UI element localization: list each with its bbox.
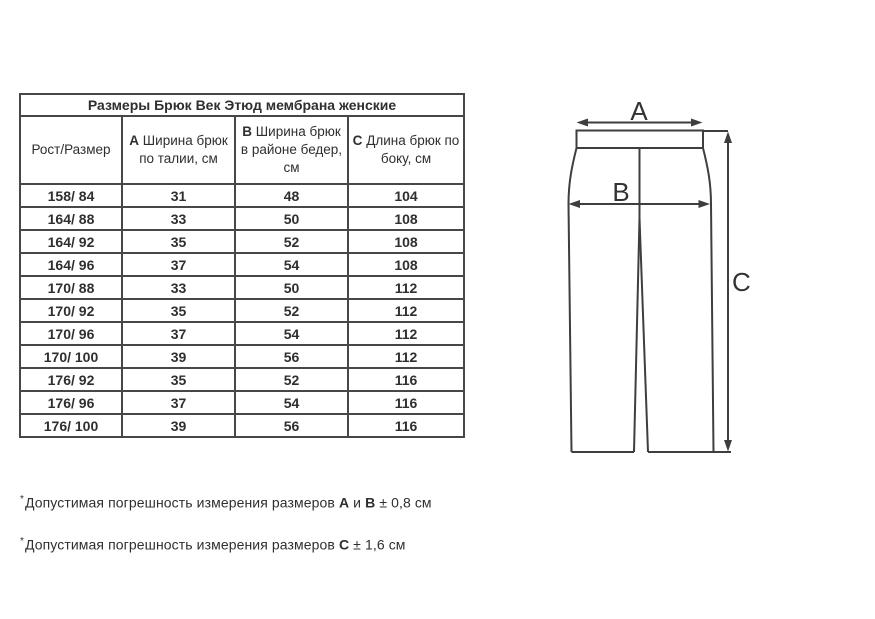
size-cell: 164/ 92 bbox=[20, 230, 122, 253]
waist-cell: 37 bbox=[122, 322, 235, 345]
column-letter-a: А bbox=[129, 133, 140, 149]
hip-cell: 56 bbox=[235, 345, 348, 368]
table-title: Размеры Брюк Век Этюд мембрана женские bbox=[20, 94, 464, 116]
footnote-letter-a: А bbox=[338, 494, 350, 511]
size-cell: 170/ 92 bbox=[20, 299, 122, 322]
hip-cell: 48 bbox=[235, 184, 348, 207]
length-cell: 112 bbox=[348, 322, 464, 345]
arrowhead-left-icon bbox=[569, 200, 581, 208]
hip-cell: 52 bbox=[235, 368, 348, 391]
footnote-text: Допустимая погрешность измерения размеров bbox=[25, 536, 335, 553]
column-text-a: Ширина брюк по талии, см bbox=[139, 133, 228, 166]
footnote-text: Допустимая погрешность измерения размеров bbox=[25, 494, 335, 511]
size-cell: 170/ 88 bbox=[20, 276, 122, 299]
size-cell: 176/ 100 bbox=[20, 414, 122, 437]
arrowhead-right-icon bbox=[691, 119, 703, 127]
hip-cell: 52 bbox=[235, 299, 348, 322]
length-cell: 104 bbox=[348, 184, 464, 207]
hip-cell: 56 bbox=[235, 414, 348, 437]
size-cell: 158/ 84 bbox=[20, 184, 122, 207]
pants-inner-left-leg bbox=[634, 218, 640, 452]
size-cell: 176/ 92 bbox=[20, 368, 122, 391]
waist-cell: 35 bbox=[122, 368, 235, 391]
hip-cell: 52 bbox=[235, 230, 348, 253]
length-cell: 116 bbox=[348, 391, 464, 414]
dimension-label-c: C bbox=[732, 267, 751, 297]
hip-cell: 54 bbox=[235, 391, 348, 414]
length-cell: 116 bbox=[348, 368, 464, 391]
length-cell: 112 bbox=[348, 276, 464, 299]
footnote-tolerance-value: ± 0,8 см bbox=[379, 494, 432, 511]
column-header-size: Рост/Размер bbox=[20, 116, 122, 184]
column-letter-b: В bbox=[242, 124, 253, 140]
length-cell: 116 bbox=[348, 414, 464, 437]
size-cell: 176/ 96 bbox=[20, 391, 122, 414]
size-cell: 170/ 96 bbox=[20, 322, 122, 345]
arrowhead-left-icon bbox=[577, 119, 589, 127]
hip-cell: 54 bbox=[235, 253, 348, 276]
pants-right-outline bbox=[703, 148, 714, 452]
length-cell: 112 bbox=[348, 299, 464, 322]
length-cell: 108 bbox=[348, 230, 464, 253]
size-cell: 164/ 88 bbox=[20, 207, 122, 230]
hip-cell: 50 bbox=[235, 207, 348, 230]
dimension-label-b: B bbox=[612, 177, 630, 207]
waist-cell: 35 bbox=[122, 230, 235, 253]
footnote-conjunction: и bbox=[353, 494, 362, 511]
waist-cell: 33 bbox=[122, 276, 235, 299]
arrowhead-down-icon bbox=[724, 440, 732, 452]
waist-cell: 31 bbox=[122, 184, 235, 207]
footnote-letter-b: В bbox=[365, 494, 376, 511]
waist-cell: 39 bbox=[122, 345, 235, 368]
size-cell: 164/ 96 bbox=[20, 253, 122, 276]
waist-cell: 37 bbox=[122, 253, 235, 276]
waist-cell: 33 bbox=[122, 207, 235, 230]
footnote-letter-c: С bbox=[338, 536, 350, 553]
column-text-b: Ширина брюк в районе бедер, см bbox=[240, 124, 343, 175]
size-cell: 170/ 100 bbox=[20, 345, 122, 368]
pants-left-outline bbox=[569, 148, 577, 452]
waist-cell: 37 bbox=[122, 391, 235, 414]
waist-cell: 35 bbox=[122, 299, 235, 322]
footnote-asterisk: * bbox=[20, 494, 24, 505]
footnote-asterisk: * bbox=[20, 536, 24, 547]
dimension-label-a: A bbox=[630, 96, 648, 126]
pants-inner-right-leg bbox=[640, 218, 649, 452]
length-cell: 108 bbox=[348, 253, 464, 276]
column-letter-c: С bbox=[352, 133, 363, 149]
hip-cell: 50 bbox=[235, 276, 348, 299]
hip-cell: 54 bbox=[235, 322, 348, 345]
column-text-c: Длина брюк по боку, см bbox=[366, 133, 460, 166]
arrowhead-right-icon bbox=[699, 200, 711, 208]
pants-waistband bbox=[577, 131, 704, 149]
length-cell: 112 bbox=[348, 345, 464, 368]
length-cell: 108 bbox=[348, 207, 464, 230]
footnote-tolerance-value: ± 1,6 см bbox=[353, 536, 406, 553]
waist-cell: 39 bbox=[122, 414, 235, 437]
arrowhead-up-icon bbox=[724, 132, 732, 144]
